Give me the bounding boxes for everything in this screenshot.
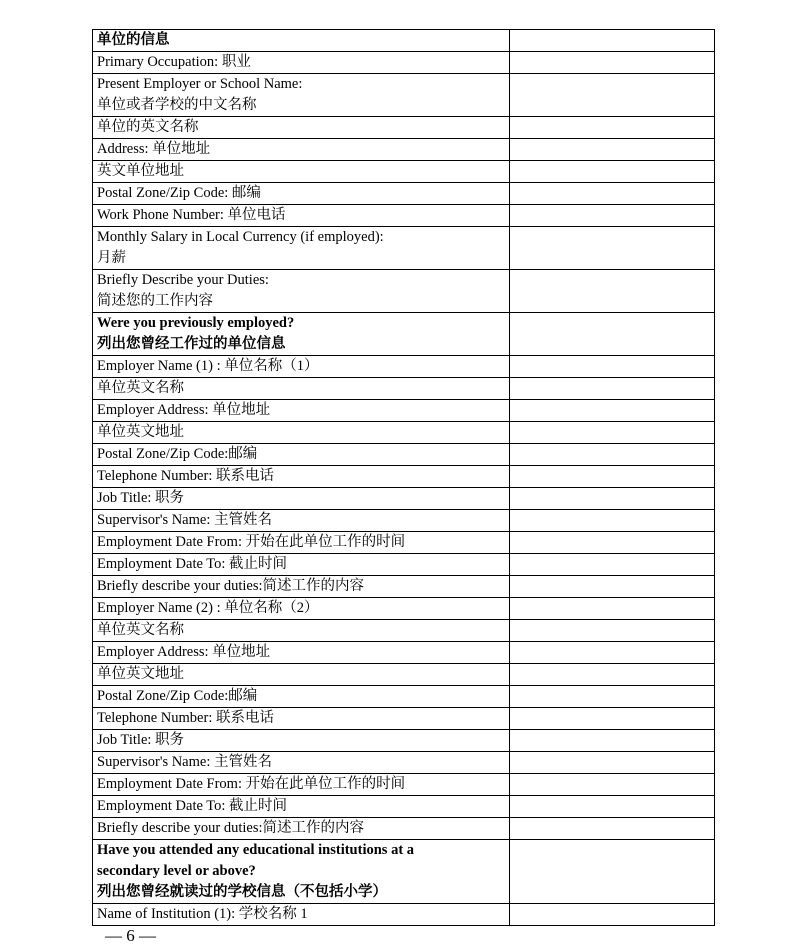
answer-cell[interactable] bbox=[510, 554, 715, 576]
answer-cell[interactable] bbox=[510, 444, 715, 466]
label-line: Employment Date From: 开始在此单位工作的时间 bbox=[97, 776, 406, 792]
table-row bbox=[93, 510, 715, 532]
label-line: Employment Date To: 截止时间 bbox=[97, 556, 288, 572]
label-line: Job Title: 职务 bbox=[97, 490, 185, 506]
field-label bbox=[93, 686, 510, 708]
field-label bbox=[93, 444, 510, 466]
label-line: secondary level or above? bbox=[97, 863, 256, 879]
table-row bbox=[93, 598, 715, 620]
answer-cell[interactable] bbox=[510, 52, 715, 74]
label-line: Address: 单位地址 bbox=[97, 141, 211, 157]
answer-cell[interactable] bbox=[510, 313, 715, 356]
table-row bbox=[93, 117, 715, 139]
answer-cell[interactable] bbox=[510, 686, 715, 708]
label-line: Work Phone Number: 单位电话 bbox=[97, 207, 286, 223]
table-row bbox=[93, 313, 715, 356]
answer-cell[interactable] bbox=[510, 422, 715, 444]
answer-cell[interactable] bbox=[510, 708, 715, 730]
label-line: Employer Name (1) : 单位名称（1） bbox=[97, 358, 319, 374]
label-line: Postal Zone/Zip Code:邮编 bbox=[97, 688, 258, 704]
table-row bbox=[93, 818, 715, 840]
field-label bbox=[93, 378, 510, 400]
table-row bbox=[93, 554, 715, 576]
table-row bbox=[93, 904, 715, 926]
answer-cell[interactable] bbox=[510, 532, 715, 554]
answer-cell[interactable] bbox=[510, 270, 715, 313]
label-line: 单位英文名称 bbox=[97, 622, 184, 638]
field-label bbox=[93, 904, 510, 926]
table-row bbox=[93, 30, 715, 52]
label-line: Briefly describe your duties:简述工作的内容 bbox=[97, 578, 364, 594]
table-row bbox=[93, 466, 715, 488]
table-row bbox=[93, 52, 715, 74]
field-label bbox=[93, 488, 510, 510]
table-row bbox=[93, 400, 715, 422]
table-row bbox=[93, 686, 715, 708]
field-label bbox=[93, 139, 510, 161]
field-label bbox=[93, 796, 510, 818]
table-row bbox=[93, 620, 715, 642]
label-line: Employment Date To: 截止时间 bbox=[97, 798, 288, 814]
answer-cell[interactable] bbox=[510, 752, 715, 774]
table-row bbox=[93, 356, 715, 378]
label-line: 单位的英文名称 bbox=[97, 119, 199, 135]
label-line: Supervisor's Name: 主管姓名 bbox=[97, 754, 272, 770]
field-label bbox=[93, 642, 510, 664]
answer-cell[interactable] bbox=[510, 796, 715, 818]
table-row bbox=[93, 796, 715, 818]
field-label bbox=[93, 510, 510, 532]
label-line: Were you previously employed? bbox=[97, 315, 295, 331]
table-row bbox=[93, 730, 715, 752]
label-line: Present Employer or School Name: bbox=[97, 76, 303, 92]
table-row bbox=[93, 444, 715, 466]
answer-cell[interactable] bbox=[510, 356, 715, 378]
label-line: 单位英文地址 bbox=[97, 424, 184, 440]
label-line: 单位英文地址 bbox=[97, 666, 184, 682]
label-line: Postal Zone/Zip Code: 邮编 bbox=[97, 185, 261, 201]
table-row bbox=[93, 378, 715, 400]
table-row bbox=[93, 488, 715, 510]
field-label bbox=[93, 422, 510, 444]
label-line: Briefly describe your duties:简述工作的内容 bbox=[97, 820, 364, 836]
table-row bbox=[93, 227, 715, 270]
table-row bbox=[93, 74, 715, 117]
answer-cell[interactable] bbox=[510, 620, 715, 642]
answer-cell[interactable] bbox=[510, 466, 715, 488]
page-number: — 6 — bbox=[105, 926, 156, 945]
field-label bbox=[93, 205, 510, 227]
field-label bbox=[93, 774, 510, 796]
field-label bbox=[93, 532, 510, 554]
answer-cell[interactable] bbox=[510, 642, 715, 664]
label-line: 英文单位地址 bbox=[97, 163, 184, 179]
answer-cell[interactable] bbox=[510, 30, 715, 52]
label-line: Telephone Number: 联系电话 bbox=[97, 710, 274, 726]
field-label bbox=[93, 52, 510, 74]
label-line: Monthly Salary in Local Currency (if employed): bbox=[97, 229, 384, 245]
label-line: 简述您的工作内容 bbox=[97, 293, 213, 309]
field-label bbox=[93, 270, 510, 313]
table-row bbox=[93, 161, 715, 183]
answer-cell[interactable] bbox=[510, 840, 715, 904]
field-label bbox=[93, 466, 510, 488]
answer-cell[interactable] bbox=[510, 400, 715, 422]
label-line: Primary Occupation: 职业 bbox=[97, 54, 251, 70]
table-row bbox=[93, 642, 715, 664]
answer-cell[interactable] bbox=[510, 730, 715, 752]
table-row bbox=[93, 576, 715, 598]
answer-cell[interactable] bbox=[510, 818, 715, 840]
answer-cell[interactable] bbox=[510, 378, 715, 400]
form-table bbox=[92, 29, 715, 926]
label-line: Supervisor's Name: 主管姓名 bbox=[97, 512, 272, 528]
table-row bbox=[93, 270, 715, 313]
field-label bbox=[93, 227, 510, 270]
label-line: 单位或者学校的中文名称 bbox=[97, 97, 257, 113]
label-line: Postal Zone/Zip Code:邮编 bbox=[97, 446, 258, 462]
field-label bbox=[93, 620, 510, 642]
answer-cell[interactable] bbox=[510, 510, 715, 532]
answer-cell[interactable] bbox=[510, 161, 715, 183]
label-line: Telephone Number: 联系电话 bbox=[97, 468, 274, 484]
table-row bbox=[93, 183, 715, 205]
answer-cell[interactable] bbox=[510, 139, 715, 161]
answer-cell[interactable] bbox=[510, 774, 715, 796]
section-heading bbox=[93, 840, 510, 904]
field-label bbox=[93, 554, 510, 576]
field-label bbox=[93, 708, 510, 730]
table-row bbox=[93, 139, 715, 161]
field-label bbox=[93, 356, 510, 378]
section-heading bbox=[93, 313, 510, 356]
field-label bbox=[93, 576, 510, 598]
answer-cell[interactable] bbox=[510, 488, 715, 510]
answer-cell[interactable] bbox=[510, 904, 715, 926]
label-line: Employer Address: 单位地址 bbox=[97, 644, 271, 660]
label-line: Name of Institution (1): 学校名称 1 bbox=[97, 906, 308, 922]
answer-cell[interactable] bbox=[510, 598, 715, 620]
label-line: Employer Name (2) : 单位名称（2） bbox=[97, 600, 319, 616]
table-row bbox=[93, 205, 715, 227]
table-row bbox=[93, 840, 715, 904]
answer-cell[interactable] bbox=[510, 74, 715, 117]
field-label bbox=[93, 183, 510, 205]
field-label bbox=[93, 818, 510, 840]
field-label bbox=[93, 730, 510, 752]
label-line: 月薪 bbox=[97, 250, 126, 266]
table-row bbox=[93, 664, 715, 686]
field-label bbox=[93, 664, 510, 686]
field-label bbox=[93, 752, 510, 774]
field-label bbox=[93, 598, 510, 620]
table-row bbox=[93, 752, 715, 774]
field-label bbox=[93, 74, 510, 117]
table-row bbox=[93, 532, 715, 554]
answer-cell[interactable] bbox=[510, 117, 715, 139]
label-line: Briefly Describe your Duties: bbox=[97, 272, 269, 288]
label-line: Employer Address: 单位地址 bbox=[97, 402, 271, 418]
field-label bbox=[93, 117, 510, 139]
label-line: Have you attended any educational institutions at a bbox=[97, 842, 415, 858]
field-label bbox=[93, 161, 510, 183]
section-heading bbox=[93, 30, 510, 52]
label-line: 单位的信息 bbox=[97, 32, 170, 48]
answer-cell[interactable] bbox=[510, 664, 715, 686]
label-line: 单位英文名称 bbox=[97, 380, 184, 396]
table-row bbox=[93, 708, 715, 730]
label-line: 列出您曾经工作过的单位信息 bbox=[97, 336, 286, 352]
table-row bbox=[93, 422, 715, 444]
answer-cell[interactable] bbox=[510, 227, 715, 270]
answer-cell[interactable] bbox=[510, 576, 715, 598]
answer-cell[interactable] bbox=[510, 205, 715, 227]
table-row bbox=[93, 774, 715, 796]
form-body bbox=[93, 30, 715, 926]
label-line: Employment Date From: 开始在此单位工作的时间 bbox=[97, 534, 406, 550]
answer-cell[interactable] bbox=[510, 183, 715, 205]
label-line: 列出您曾经就读过的学校信息（不包括小学） bbox=[97, 884, 387, 900]
label-line: Job Title: 职务 bbox=[97, 732, 185, 748]
field-label bbox=[93, 400, 510, 422]
